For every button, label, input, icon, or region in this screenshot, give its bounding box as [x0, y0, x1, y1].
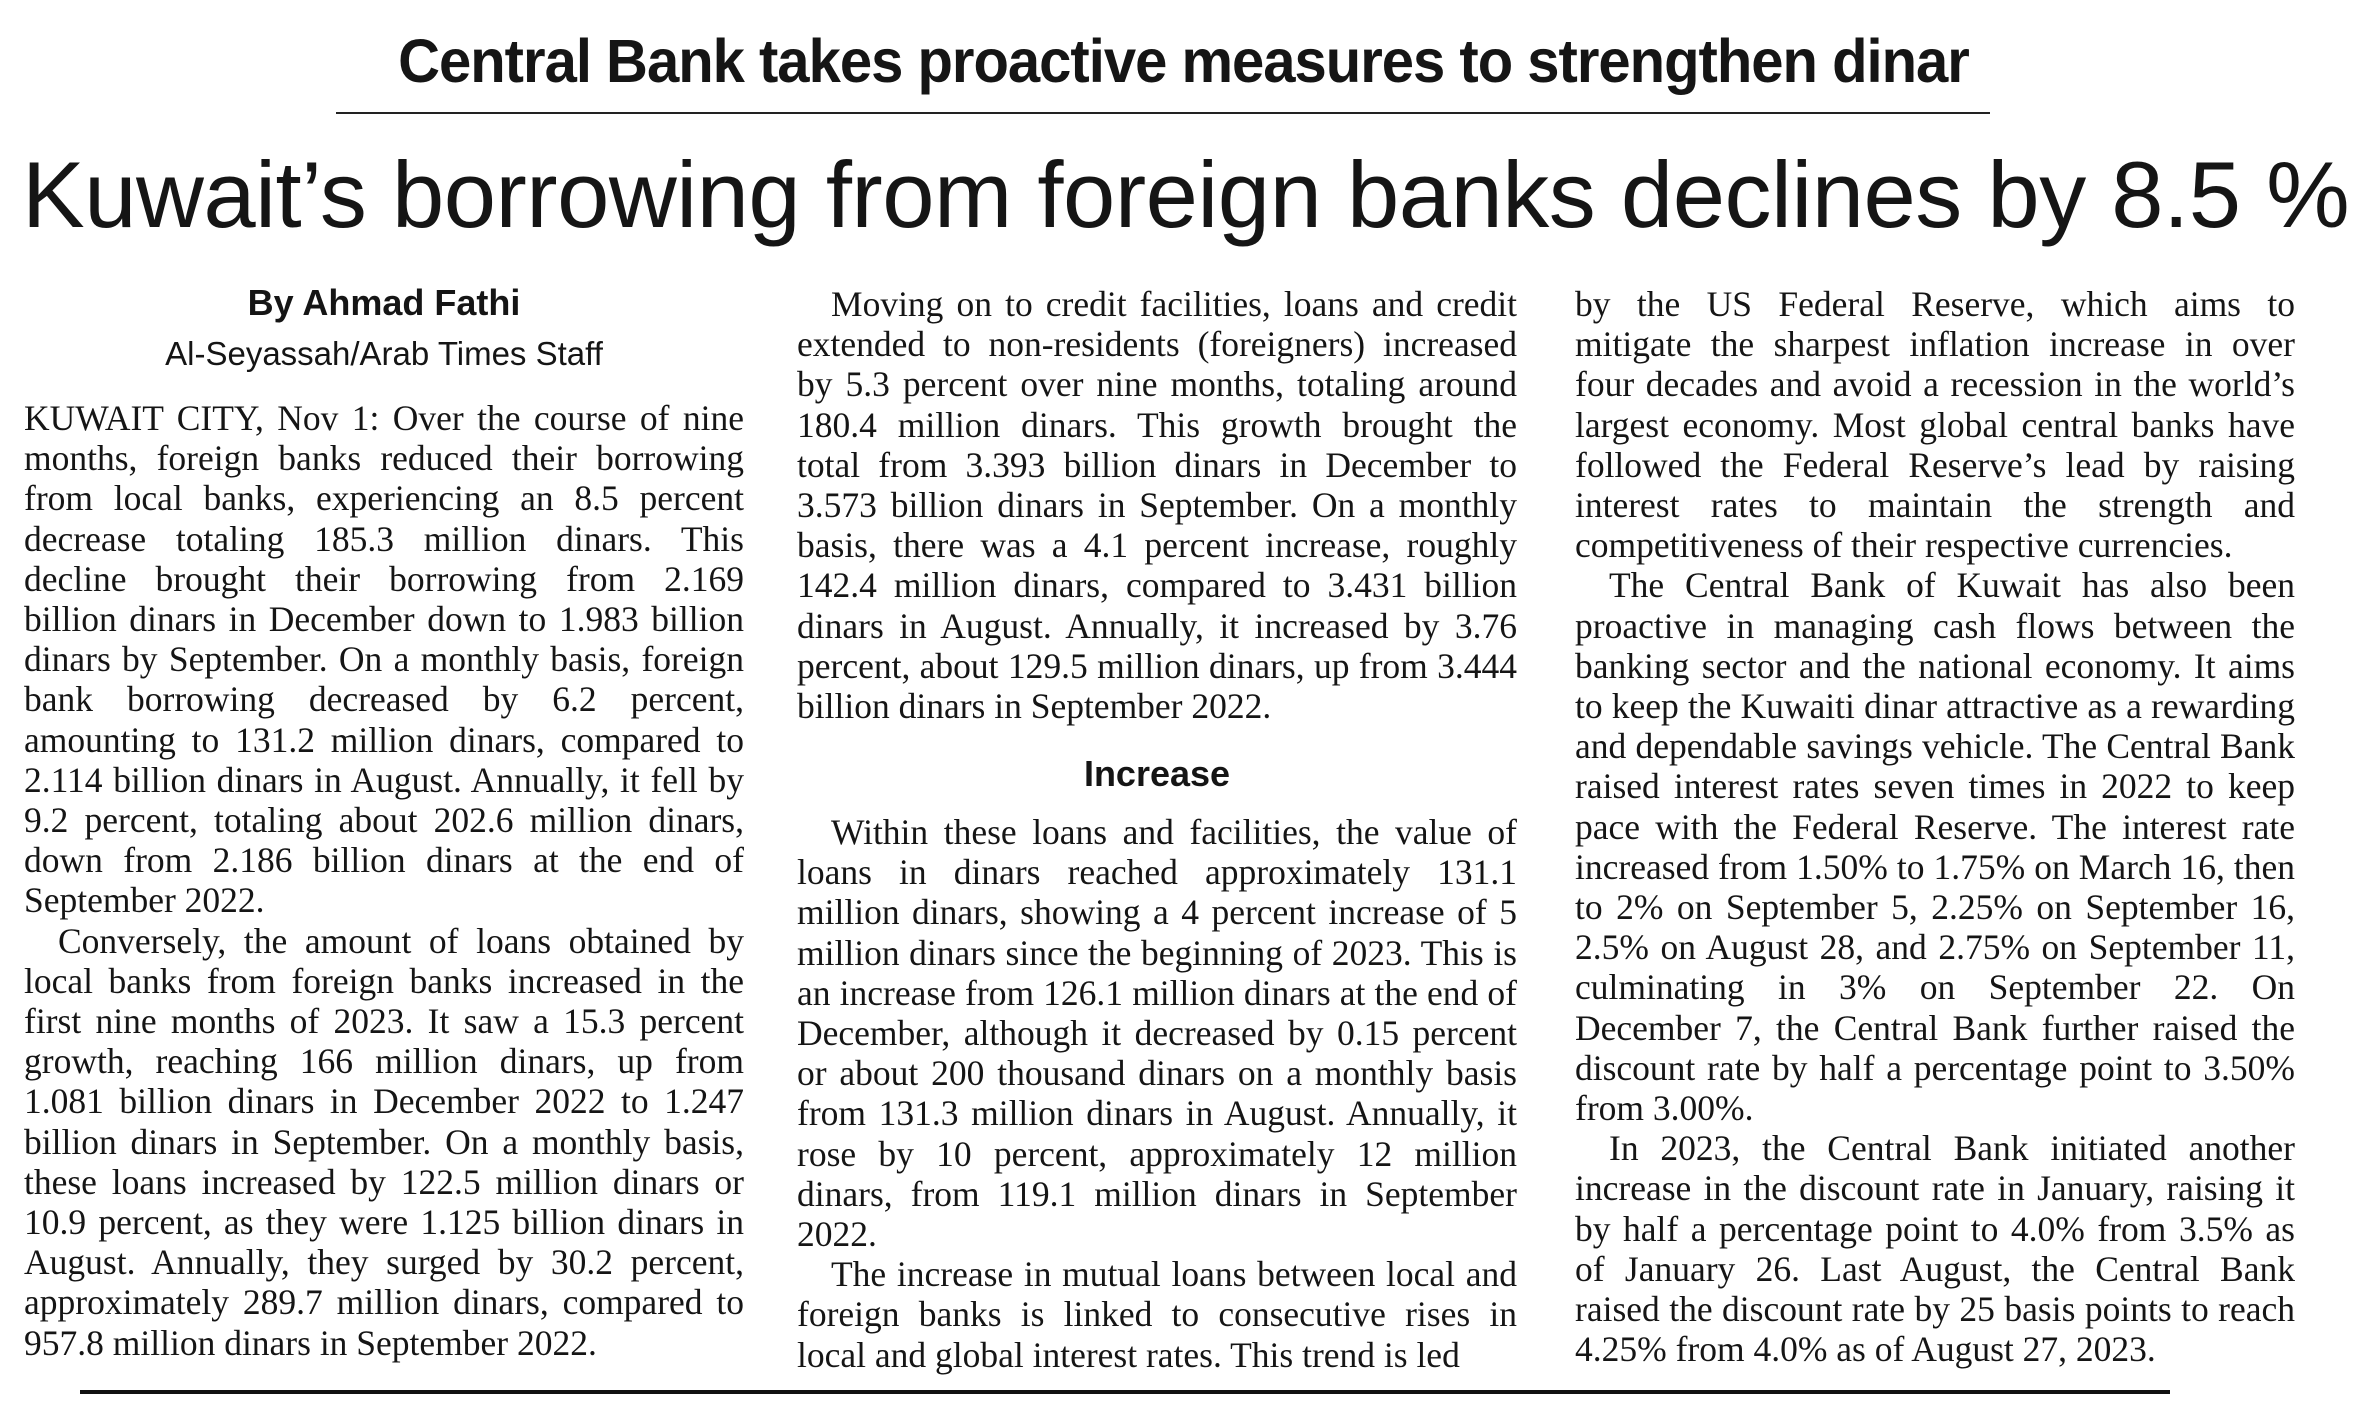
byline: By Ahmad Fathi	[247, 282, 521, 323]
section-subhead: Increase	[1083, 753, 1231, 794]
kicker-headline: Central Bank takes proactive measures to strengthen dinar	[398, 27, 1969, 96]
paragraph: The increase in mutual loans between local and foreign banks is linked to consecutive rises in local and global interest rates. This trend is led	[797, 1254, 1517, 1375]
paragraph: KUWAIT CITY, Nov 1: Over the course of nine months, foreign banks reduced their borrowing from local banks, experiencing an 8.5 percent decrease totaling 185.3 million dinars. This decline brought their borrowing from 2.169 billion dinars in December down to 1.983 billion dinars by September. On a monthly basis, foreign bank borrowing decreased by 6.2 percent, amounting to 131.2 million dinars, compared to 2.114 billion dinars in August. Annually, it fell by 9.2 percent, totaling about 202.6 million dinars, down from 2.186 billion dinars at the end of September 2022.	[24, 398, 744, 921]
column-2-continued	[797, 812, 1517, 1375]
kicker-divider	[336, 112, 1990, 114]
byline-affiliation: Al-Seyassah/Arab Times Staff	[165, 335, 603, 372]
paragraph: by the US Federal Reserve, which aims to mitigate the sharpest inflation increase in over four decades and avoid a recession in the world’s largest economy. Most global central banks have followed the Federal Reserve’s lead by raising interest rates to maintain the strength and competitiveness of their respective currencies.	[1575, 284, 2295, 566]
paragraph: The Central Bank of Kuwait has also been proactive in managing cash flows between the banking sector and the national economy. It aims to keep the Kuwaiti dinar attractive as a rewarding and dependable savings vehicle. The Central Bank raised interest rates seven times in 2022 to keep pace with the Federal Reserve. The interest rate increased from 1.50% to 1.75% on March 16, then to 2% on September 5, 2.25% on September 16, 2.5% on August 28, and 2.75% on September 11, culminating in 3% on September 22. On December 7, the Central Bank further raised the discount rate by half a percentage point to 3.50% from 3.00%.	[1575, 565, 2295, 1129]
column-2	[797, 284, 1517, 726]
paragraph: In 2023, the Central Bank initiated another increase in the discount rate in January, raising it by half a percentage point to 4.0% from 3.5% as of January 26. Last August, the Central Bank raised the discount rate by 25 basis points to reach 4.25% from 4.0% as of August 27, 2023.	[1575, 1128, 2295, 1370]
paragraph: Moving on to credit facilities, loans and credit extended to non-residents (foreigners) increased by 5.3 percent over nine months, totaling around 180.4 million dinars. This growth brought the total from 3.393 billion dinars in December to 3.573 billion dinars in September. On a monthly basis, there was a 4.1 percent increase, roughly 142.4 million dinars, compared to 3.431 billion dinars in August. Annually, it increased by 3.76 percent, about 129.5 million dinars, up from 3.444 billion dinars in September 2022.	[797, 284, 1517, 727]
bottom-divider	[80, 1390, 2170, 1394]
column-3	[1575, 284, 2295, 1369]
main-headline: Kuwait’s borrowing from foreign banks declines by 8.5 %	[22, 142, 2350, 247]
column-1	[24, 398, 744, 1363]
paragraph: Conversely, the amount of loans obtained by local banks from foreign banks increased in the first nine months of 2023. It saw a 15.3 percent growth, reaching 166 million dinars, up from 1.081 billion dinars in December 2022 to 1.247 billion dinars in September. On a monthly basis, these loans increased by 122.5 million dinars or 10.9 percent, as they were 1.125 billion dinars in August. Annually, they surged by 30.2 percent, approximately 289.7 million dinars, compared to 957.8 million dinars in September 2022.	[24, 920, 744, 1363]
paragraph: Within these loans and facilities, the value of loans in dinars reached approximately 131.1 million dinars, showing a 4 percent increase of 5 million dinars since the beginning of 2023. This is an increase from 126.1 million dinars at the end of December, although it decreased by 0.15 percent or about 200 thousand dinars on a monthly basis from 131.3 million dinars in August. Annually, it rose by 10 percent, approximately 12 million dinars, from 119.1 million dinars in September 2022.	[797, 812, 1517, 1255]
